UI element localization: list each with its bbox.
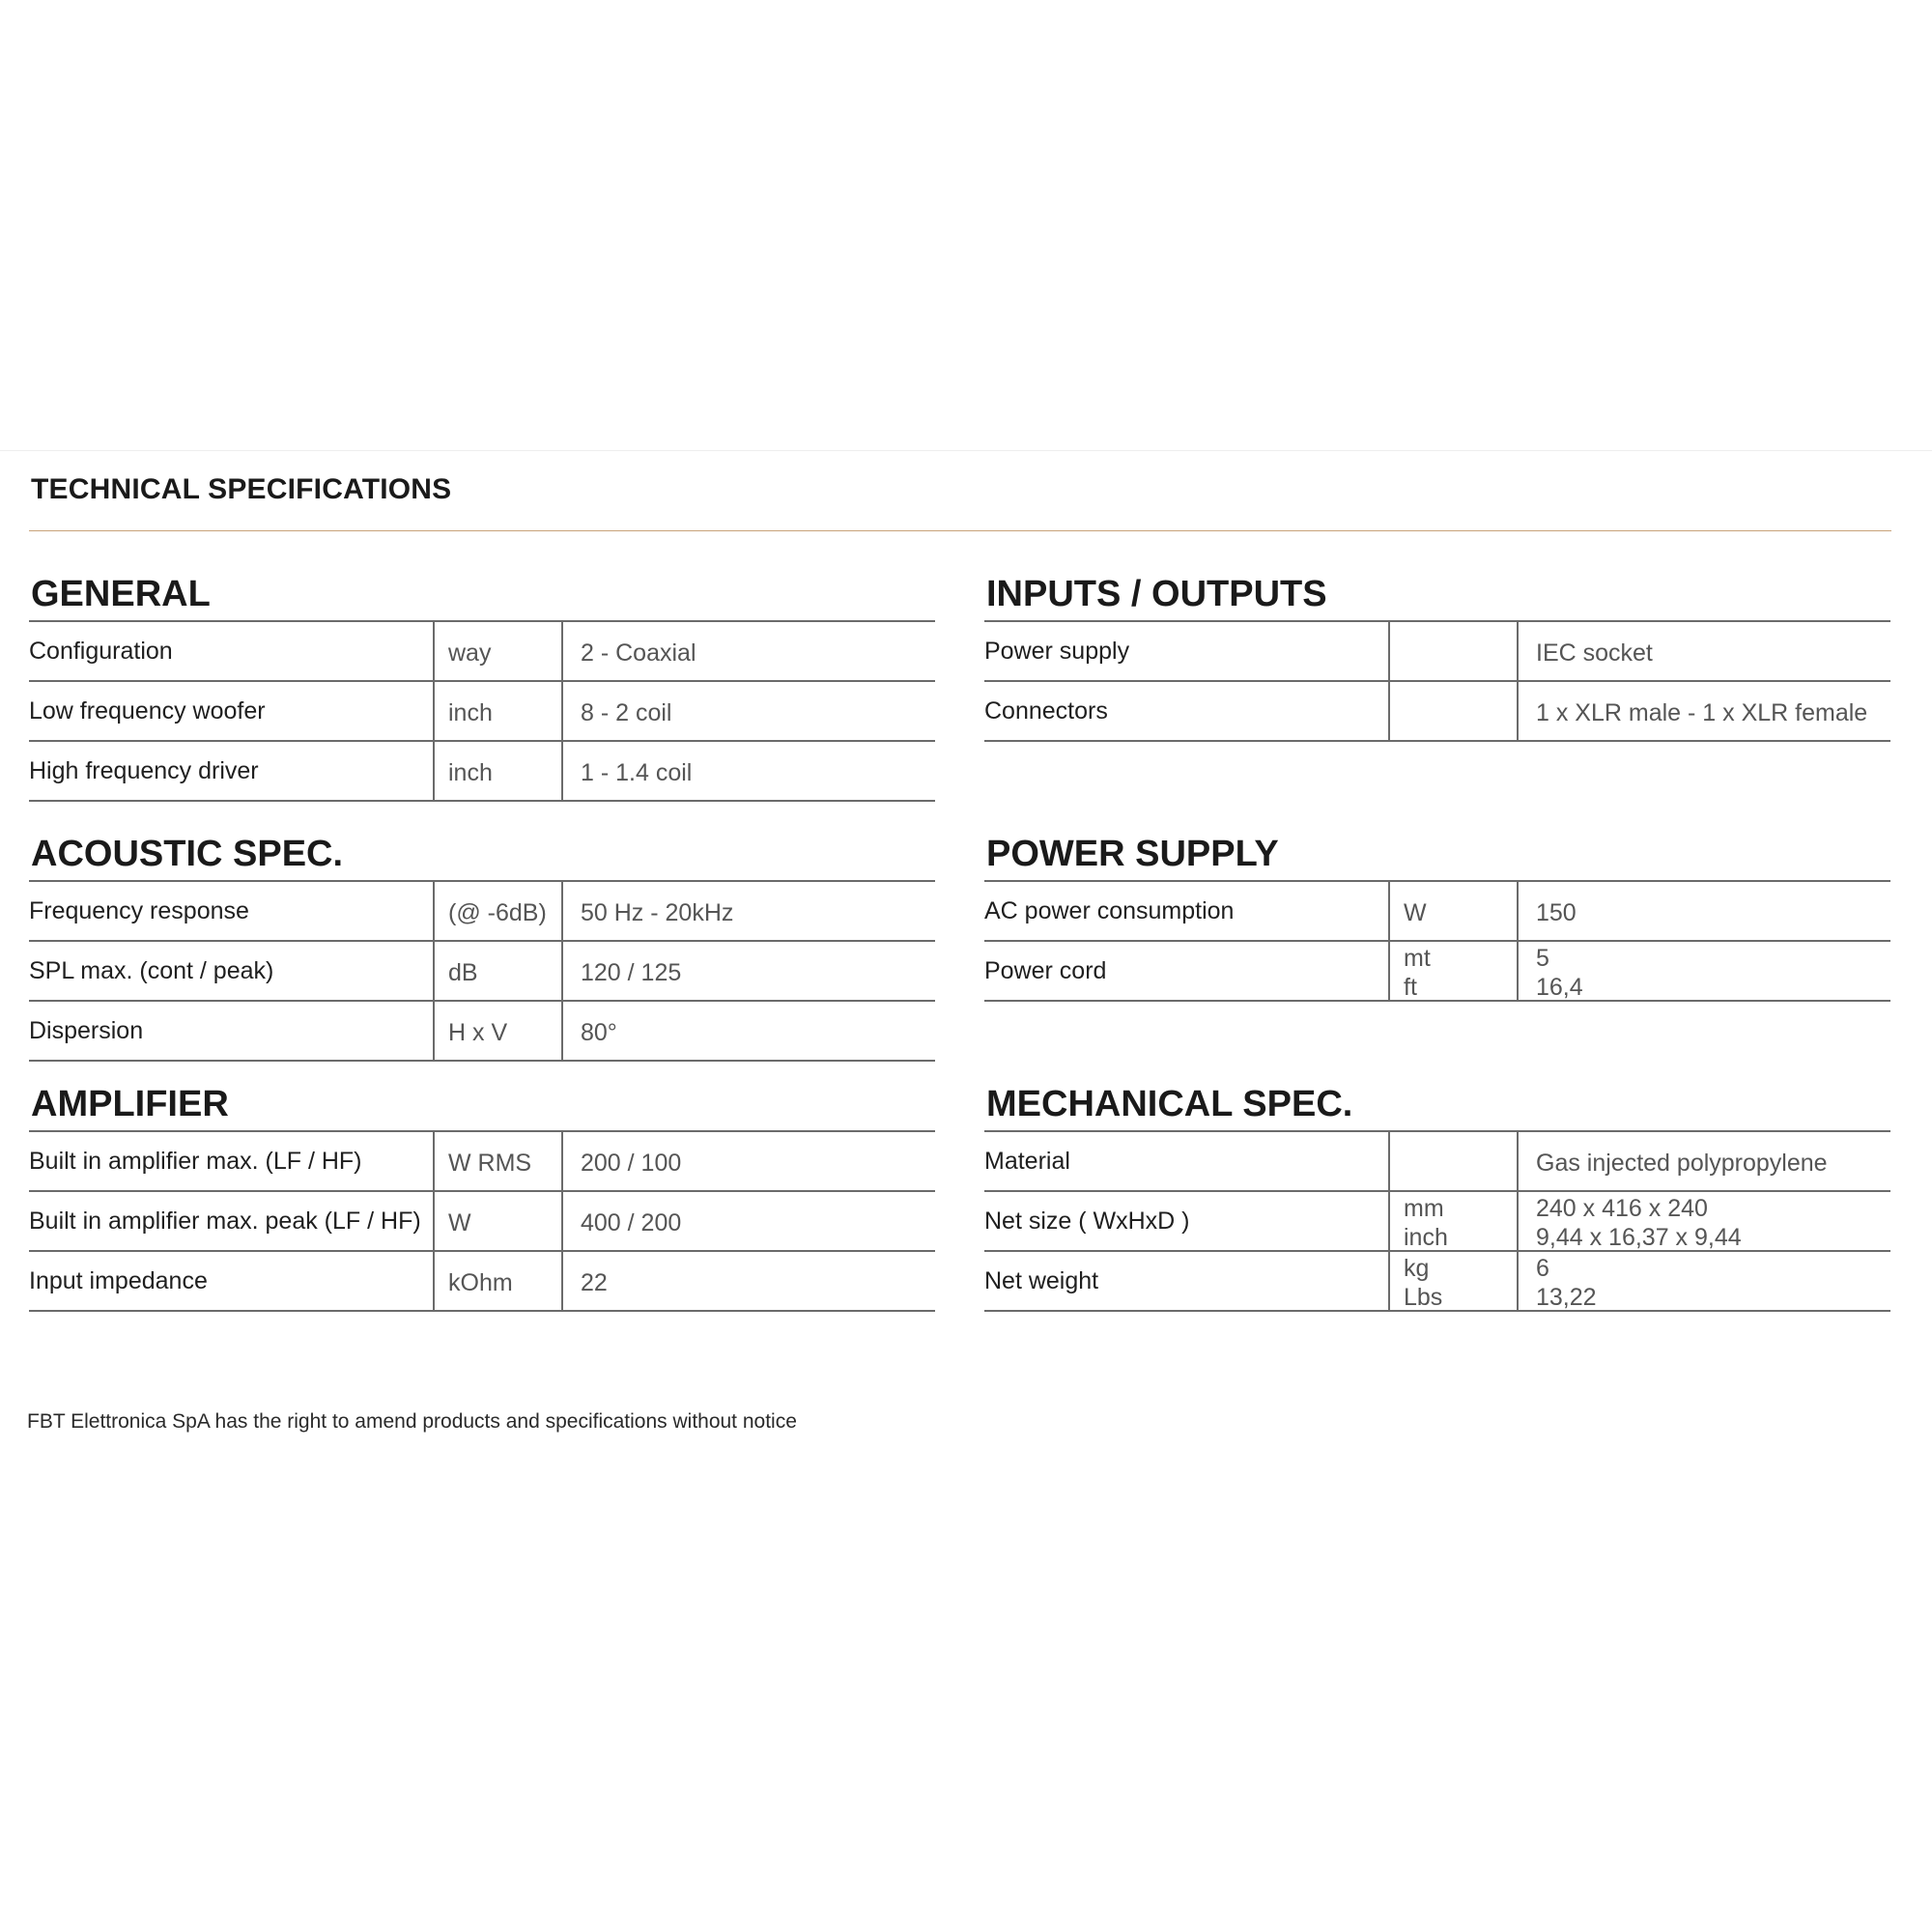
- spec-label: Low frequency woofer: [29, 697, 266, 724]
- section-title: INPUTS / OUTPUTS: [986, 574, 1327, 614]
- spec-unit: W: [1388, 882, 1517, 940]
- spec-table: [984, 880, 1890, 1002]
- spec-unit: inch: [433, 742, 561, 800]
- spec-value-secondary: 9,44 x 16,37 x 9,44: [1536, 1224, 1742, 1251]
- spec-label: Connectors: [984, 697, 1108, 724]
- spec-row: [984, 1252, 1890, 1312]
- spec-label: AC power consumption: [984, 897, 1235, 924]
- spec-unit: (@ -6dB): [433, 882, 561, 940]
- spec-value: 400 / 200: [561, 1192, 935, 1250]
- spec-value: [1517, 1192, 1890, 1250]
- spec-unit: [1388, 1192, 1517, 1250]
- page-title: TECHNICAL SPECIFICATIONS: [31, 473, 452, 505]
- spec-unit-primary: mt: [1404, 945, 1431, 972]
- spec-label: Built in amplifier max. (LF / HF): [29, 1148, 362, 1175]
- spec-unit: [1388, 682, 1517, 740]
- spec-table: [29, 620, 935, 802]
- spec-table: [29, 1130, 935, 1312]
- spec-row: [984, 942, 1890, 1002]
- title-rule: [29, 530, 1891, 531]
- spec-label: Frequency response: [29, 897, 249, 924]
- spec-table: [984, 1130, 1890, 1312]
- spec-label: Dispersion: [29, 1017, 144, 1044]
- spec-label: Input impedance: [29, 1267, 208, 1294]
- spec-unit-secondary: Lbs: [1404, 1284, 1443, 1311]
- spec-row: [29, 942, 935, 1002]
- spec-row: [984, 1132, 1890, 1192]
- spec-unit: H x V: [433, 1002, 561, 1060]
- spec-value-primary: 240 x 416 x 240: [1536, 1195, 1708, 1222]
- top-divider: [0, 450, 1932, 451]
- section-title: MECHANICAL SPEC.: [986, 1084, 1353, 1124]
- spec-value: 150: [1517, 882, 1890, 940]
- spec-value: IEC socket: [1517, 622, 1890, 680]
- spec-value: 50 Hz - 20kHz: [561, 882, 935, 940]
- section-amplifier: [29, 1086, 935, 1312]
- spec-unit-secondary: ft: [1404, 974, 1417, 1001]
- spec-unit: W RMS: [433, 1132, 561, 1190]
- spec-value-primary: 5: [1536, 945, 1549, 972]
- spec-unit: inch: [433, 682, 561, 740]
- spec-label: Power cord: [984, 957, 1107, 984]
- spec-row: [984, 882, 1890, 942]
- spec-row: [29, 742, 935, 802]
- spec-row: [29, 1002, 935, 1062]
- section-title: AMPLIFIER: [31, 1084, 229, 1124]
- spec-table: [984, 620, 1890, 742]
- spec-label: Net size ( WxHxD ): [984, 1208, 1190, 1235]
- spec-value-secondary: 13,22: [1536, 1284, 1597, 1311]
- disclaimer-note: FBT Elettronica SpA has the right to amend products and specifications without notice: [27, 1410, 797, 1433]
- spec-unit: [1388, 622, 1517, 680]
- spec-label: SPL max. (cont / peak): [29, 957, 274, 984]
- section-acoustic: [29, 836, 935, 1062]
- spec-row: [984, 682, 1890, 742]
- spec-unit: kOhm: [433, 1252, 561, 1310]
- spec-value: 22: [561, 1252, 935, 1310]
- spec-label: Configuration: [29, 638, 173, 665]
- spec-unit: [1388, 1252, 1517, 1310]
- spec-value: 2 - Coaxial: [561, 622, 935, 680]
- section-title: POWER SUPPLY: [986, 834, 1279, 874]
- section-title: GENERAL: [31, 574, 211, 614]
- section-mechanical: [984, 1086, 1890, 1312]
- spec-row: [29, 1132, 935, 1192]
- spec-unit: [1388, 1132, 1517, 1190]
- spec-table: [29, 880, 935, 1062]
- spec-unit: W: [433, 1192, 561, 1250]
- section-general: [29, 576, 935, 802]
- spec-unit-secondary: inch: [1404, 1224, 1448, 1251]
- spec-label: Material: [984, 1148, 1070, 1175]
- section-title: ACOUSTIC SPEC.: [31, 834, 344, 874]
- spec-label: Net weight: [984, 1267, 1099, 1294]
- section-power-supply: [984, 836, 1890, 1002]
- spec-label: Built in amplifier max. peak (LF / HF): [29, 1208, 421, 1235]
- spec-row: [29, 622, 935, 682]
- spec-value-primary: 6: [1536, 1255, 1549, 1282]
- spec-row: [984, 622, 1890, 682]
- spec-row: [984, 1192, 1890, 1252]
- spec-value: 200 / 100: [561, 1132, 935, 1190]
- spec-value: Gas injected polypropylene: [1517, 1132, 1890, 1190]
- section-inputs-outputs: [984, 576, 1890, 742]
- spec-value: [1517, 942, 1890, 1000]
- spec-value: 1 x XLR male - 1 x XLR female: [1517, 682, 1890, 740]
- spec-unit: way: [433, 622, 561, 680]
- spec-value: 120 / 125: [561, 942, 935, 1000]
- spec-value: 80°: [561, 1002, 935, 1060]
- spec-value: 8 - 2 coil: [561, 682, 935, 740]
- spec-unit-primary: kg: [1404, 1255, 1430, 1282]
- spec-row: [29, 1192, 935, 1252]
- spec-value: 1 - 1.4 coil: [561, 742, 935, 800]
- spec-row: [29, 1252, 935, 1312]
- spec-row: [29, 682, 935, 742]
- spec-label: High frequency driver: [29, 757, 259, 784]
- spec-unit-primary: mm: [1404, 1195, 1444, 1222]
- spec-value: [1517, 1252, 1890, 1310]
- spec-row: [29, 882, 935, 942]
- spec-value-secondary: 16,4: [1536, 974, 1583, 1001]
- spec-unit: [1388, 942, 1517, 1000]
- spec-label: Power supply: [984, 638, 1130, 665]
- spec-unit: dB: [433, 942, 561, 1000]
